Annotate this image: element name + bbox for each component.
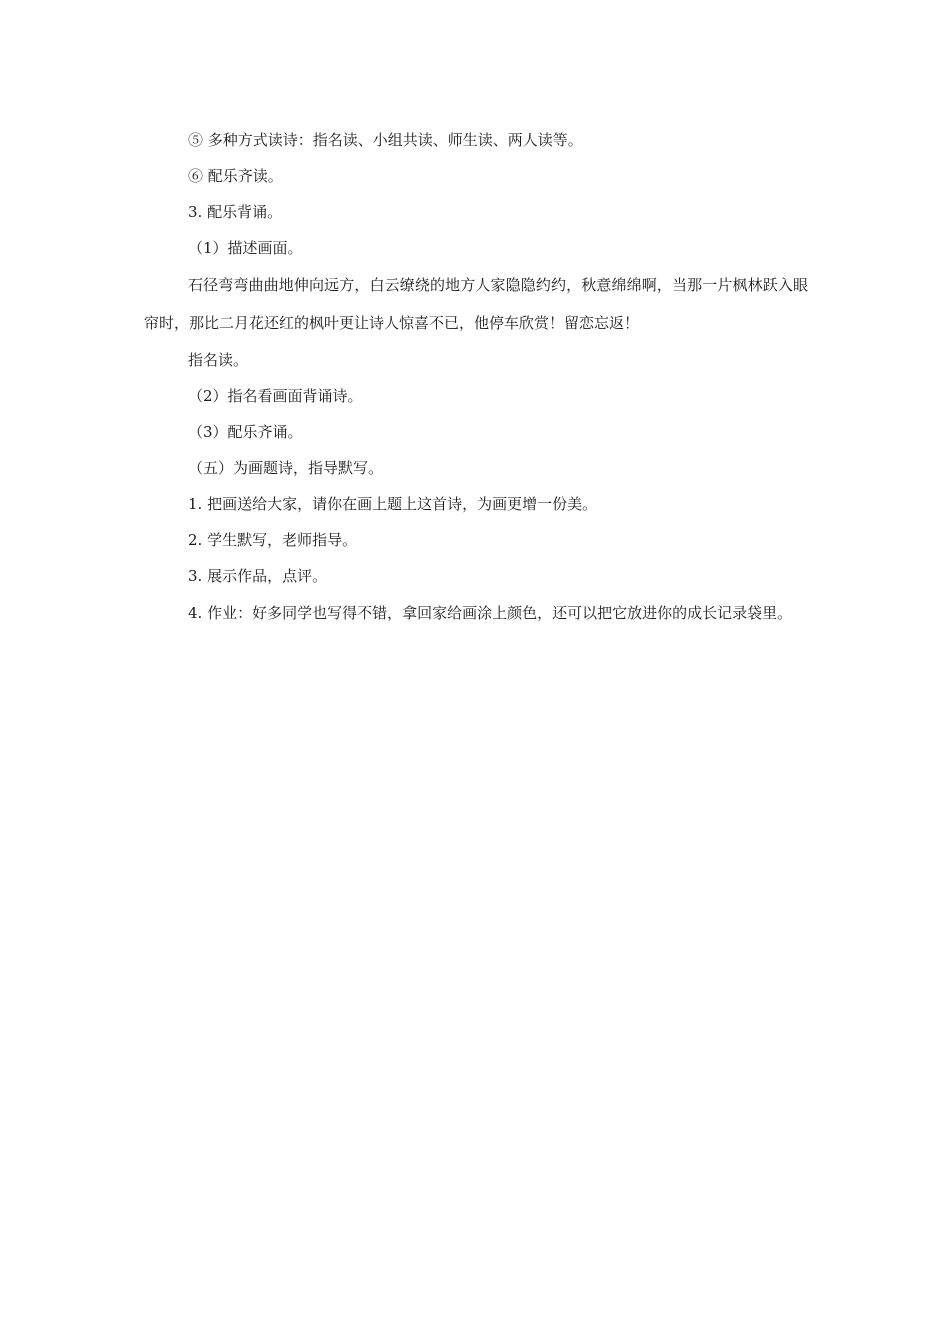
paragraph-read-methods: ⑤ 多种方式读诗：指名读、小组共读、师生读、两人读等。 [188,131,583,149]
paragraph-section-five: （五）为画题诗，指导默写。 [188,459,384,477]
paragraph-recite-by-picture: （2）指名看画面背诵诗。 [188,387,363,405]
paragraph-group-recite: （3）配乐齐诵。 [188,423,303,441]
paragraph-describe-scene: （1）描述画面。 [188,239,303,257]
paragraph-step-4-homework: 4. 作业：好多同学也写得不错，拿回家给画涂上颜色，还可以把它放进你的成长记录袋里。 [188,604,793,622]
paragraph-step-3: 3. 展示作品，点评。 [188,567,328,585]
paragraph-scene-description: 石径弯弯曲曲地伸向远方，白云缭绕的地方人家隐隐约约，秋意绵绵啊，当那一片枫林跃入眼帘时，那比二月花还红的枫叶更让诗人惊喜不已，他停车欣赏！留恋忘返！ [144,276,808,332]
paragraph-named-read: 指名读。 [188,351,249,369]
paragraph-step-1: 1. 把画送给大家，请你在画上题上这首诗，为画更增一份美。 [188,495,598,513]
document-body [144,122,808,632]
paragraph-music-read: ⑥ 配乐齐读。 [188,167,283,185]
paragraph-step-2: 2. 学生默写，老师指导。 [188,531,358,549]
paragraph-music-recite: 3. 配乐背诵。 [188,203,283,221]
